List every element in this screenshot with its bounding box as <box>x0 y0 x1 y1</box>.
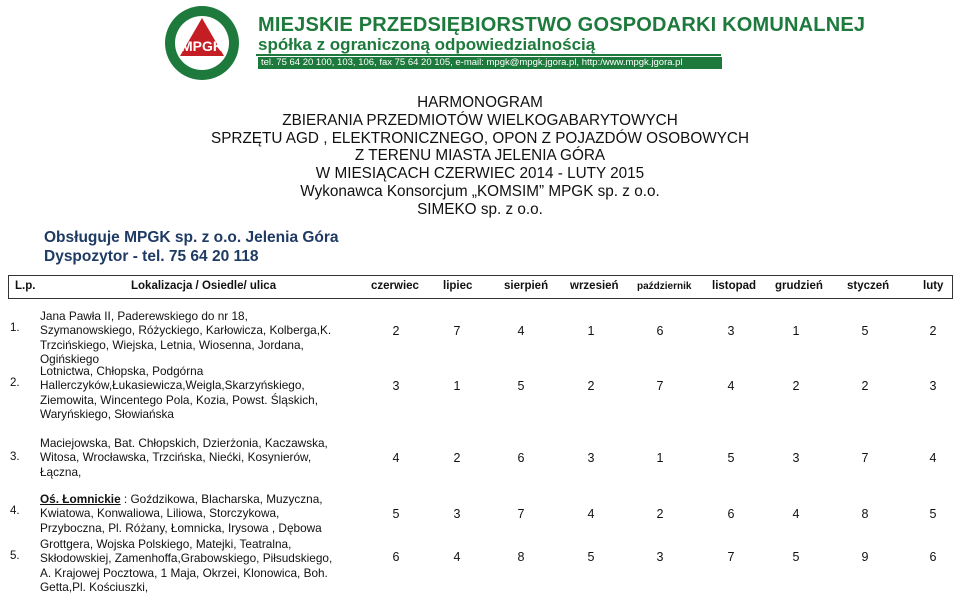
date-value: 3 <box>392 379 400 393</box>
row-dates <box>380 507 950 523</box>
row-dates <box>380 550 950 566</box>
service-operator: Obsługuje MPGK sp. z o.o. Jelenia Góra <box>44 229 339 246</box>
date-value: 9 <box>861 550 869 564</box>
row-number: 3. <box>10 451 20 463</box>
row-dates <box>380 324 950 340</box>
estate-name: Oś. Łomnickie <box>40 492 121 506</box>
title-line: SIMEKO sp. z o.o. <box>417 200 543 218</box>
location-line: A. Krajowej Pocztowa, 1 Maja, Okrzei, Klonowica, Boh. <box>40 565 328 580</box>
title-line: HARMONOGRAM <box>417 94 543 111</box>
location-line: Witosa, Wrocławska, Trzcińska, Niećki, Kosynierów, <box>40 450 312 465</box>
header-lp: L.p. <box>15 280 36 292</box>
row-number: 1. <box>10 322 20 334</box>
row-number: 5. <box>10 550 20 562</box>
location-line: Przyboczna, Pl. Różany, Łomnicka, Irysowa , Dębowa <box>40 520 322 535</box>
location-line: Maciejowska, Bat. Chłopskich, Dzierżonia, Kaczawska, <box>40 436 328 450</box>
location-line: Kwiatowa, Konwaliowa, Liliowa, Storczykowa, <box>40 506 280 521</box>
location-line: Trzcińskiego, Wiejska, Letnia, Wiosenna, Jordana, <box>40 337 304 352</box>
header-month: wrzesień <box>570 280 619 292</box>
location-line: Hallerczyków,Łukasiewicza,Weigla,Skarzyńskiego, <box>40 378 305 393</box>
header-divider <box>256 54 721 56</box>
date-value: 2 <box>587 379 595 393</box>
date-value: 5 <box>392 507 400 521</box>
location-line: Waryńskiego, Słowiańska <box>40 406 174 421</box>
row-number: 4. <box>10 505 20 517</box>
location-line: Szymanowskiego, Różyckiego, Karłowicza, Kolberga,K. <box>40 323 332 338</box>
date-value: 3 <box>587 451 595 465</box>
date-value: 2 <box>453 451 461 465</box>
date-value: 7 <box>656 379 664 393</box>
company-contact: tel. 75 64 20 100, 103, 106, fax 75 64 20 105, e-mail: mpgk@mpgk.jgora.pl, http:/www.mpgk.jgora.pl <box>258 57 722 69</box>
title-line: W MIESIĄCACH CZERWIEC 2014 - LUTY 2015 <box>315 165 645 183</box>
date-value: 5 <box>517 379 525 393</box>
row-number: 2. <box>10 377 20 389</box>
title-line: Wykonawca Konsorcjum „KOMSIM” MPGK sp. z o.o. <box>300 182 660 200</box>
logo-text: MPGK <box>181 38 223 54</box>
date-value: 2 <box>929 324 937 338</box>
header-month: październik <box>637 281 692 292</box>
date-value: 3 <box>792 451 800 465</box>
row-location <box>40 537 370 594</box>
header-month: listopad <box>712 280 757 292</box>
date-value: 5 <box>929 507 937 521</box>
service-dispatcher: Dyspozytor - tel. 75 64 20 118 <box>44 248 259 265</box>
header-month: styczeń <box>847 280 890 292</box>
company-logo <box>163 4 241 82</box>
date-value: 5 <box>727 451 735 465</box>
date-value: 3 <box>929 379 937 393</box>
date-value: 2 <box>656 507 664 521</box>
row-location <box>40 309 370 366</box>
date-value: 4 <box>587 507 595 521</box>
date-value: 4 <box>929 451 937 465</box>
row-location <box>40 364 370 421</box>
date-value: 7 <box>727 550 735 564</box>
location-line: Łączna, <box>40 464 82 479</box>
location-line: Skłodowskiej, Zamenhoffa,Grabowskiego, Piłsudskiego, <box>40 551 333 566</box>
date-value: 8 <box>861 507 869 521</box>
date-value: 3 <box>656 550 664 564</box>
date-value: 5 <box>861 324 869 338</box>
date-value: 2 <box>792 379 800 393</box>
date-value: 2 <box>392 324 400 338</box>
row-location <box>40 436 370 479</box>
location-line: Grottgera, Wojska Polskiego, Matejki, Teatralna, <box>40 537 292 551</box>
header-month: grudzień <box>775 280 823 292</box>
date-value: 5 <box>792 550 800 564</box>
date-value: 1 <box>792 324 800 338</box>
date-value: 6 <box>656 324 664 338</box>
date-value: 5 <box>587 550 595 564</box>
header-month: sierpień <box>504 280 549 292</box>
title-line: SPRZĘTU AGD , ELEKTRONICZNEGO, OPON Z POJAZDÓW OSOBOWYCH <box>211 129 749 147</box>
date-value: 4 <box>392 451 400 465</box>
date-value: 8 <box>517 550 525 564</box>
location-line: : Goździkowa, Blacharska, Muzyczna, <box>120 492 323 506</box>
date-value: 2 <box>861 379 869 393</box>
date-value: 4 <box>727 379 735 393</box>
table-header <box>8 275 953 299</box>
date-value: 7 <box>453 324 461 338</box>
title-line: ZBIERANIA PRZEDMIOTÓW WIELKOGABARYTOWYCH <box>282 111 678 129</box>
row-dates <box>380 379 950 395</box>
date-value: 1 <box>656 451 664 465</box>
row-location <box>40 492 370 535</box>
title-line: Z TERENU MIASTA JELENIA GÓRA <box>354 147 606 165</box>
location-line: Ziemowita, Wincentego Pola, Kozia, Powst. Śląskich, <box>40 392 318 407</box>
date-value: 6 <box>727 507 735 521</box>
date-value: 1 <box>453 379 461 393</box>
company-name: MIEJSKIE PRZEDSIĘBIORSTWO GOSPODARKI KOMUNALNEJ <box>258 14 866 36</box>
location-line: Lotnictwa, Chłopska, Podgórna <box>40 364 204 378</box>
row-dates <box>380 451 950 467</box>
date-value: 6 <box>929 550 937 564</box>
date-value: 6 <box>517 451 525 465</box>
location-line: Getta,Pl. Kościuszki, <box>40 579 149 594</box>
location-line: Jana Pawła II, Paderewskiego do nr 18, <box>40 309 248 323</box>
header-location: Lokalizacja / Osiedle/ ulica <box>131 280 277 292</box>
date-value: 4 <box>792 507 800 521</box>
document-title <box>120 94 840 219</box>
header-month: czerwiec <box>371 280 419 292</box>
date-value: 3 <box>453 507 461 521</box>
header-month: lipiec <box>443 280 473 292</box>
date-value: 4 <box>517 324 525 338</box>
date-value: 7 <box>517 507 525 521</box>
date-value: 1 <box>587 324 595 338</box>
date-value: 3 <box>727 324 735 338</box>
date-value: 4 <box>453 550 461 564</box>
company-subtitle: spółka z ograniczoną odpowiedzialnością <box>258 35 596 54</box>
service-info <box>44 228 339 266</box>
date-value: 7 <box>861 451 869 465</box>
location-line: Ogińskiego <box>40 351 100 366</box>
date-value: 6 <box>392 550 400 564</box>
header-month: luty <box>923 280 944 292</box>
